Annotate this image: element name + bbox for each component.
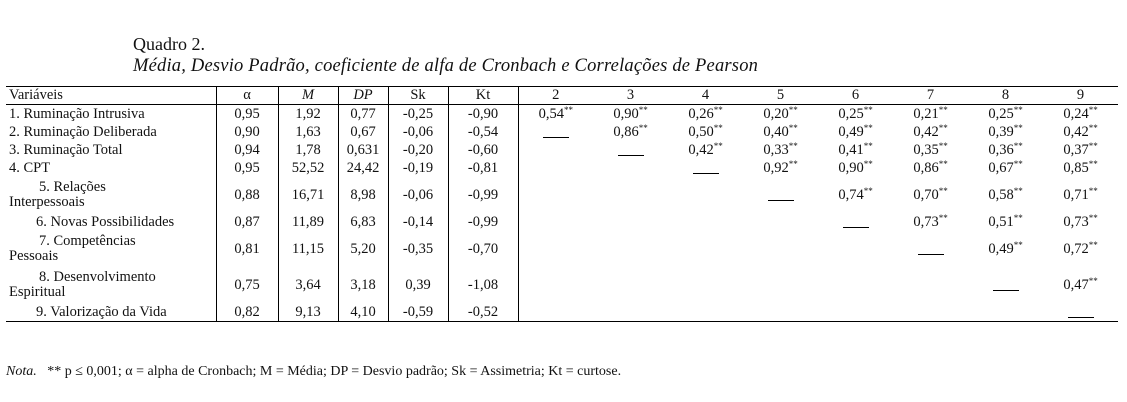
variable-name: 2. Ruminação Deliberada xyxy=(9,123,157,140)
significance-mark: ** xyxy=(863,104,873,115)
significance-mark: ** xyxy=(1088,212,1098,223)
correlation-number: 0,49 xyxy=(988,240,1014,257)
diagonal-dash xyxy=(668,159,743,177)
table-row xyxy=(6,213,1118,231)
stat-sd: 0,67 xyxy=(338,123,388,141)
variable-name: 1. Ruminação Intrusiva xyxy=(9,105,145,122)
significance-mark: ** xyxy=(863,140,873,151)
correlation-value xyxy=(968,213,1043,231)
correlation-number: 0,74 xyxy=(838,186,864,203)
header-corr-6: 6 xyxy=(818,87,893,105)
correlation-number: 0,90 xyxy=(838,159,864,176)
variable-name-line2: Pessoais xyxy=(9,248,59,264)
correlation-number: 0,24 xyxy=(1063,105,1089,122)
correlation-value xyxy=(668,105,743,124)
stat-sk: -0,20 xyxy=(388,141,448,159)
variable-name: 4. CPT xyxy=(9,159,51,176)
empty-cell xyxy=(743,303,818,322)
diagonal-dash xyxy=(893,231,968,267)
stat-alpha: 0,90 xyxy=(216,123,278,141)
diagonal-line xyxy=(618,143,644,156)
significance-mark: ** xyxy=(938,212,948,223)
correlation-value xyxy=(1043,267,1118,303)
significance-mark: ** xyxy=(563,104,573,115)
significance-mark: ** xyxy=(938,122,948,133)
correlation-value xyxy=(668,123,743,141)
stat-kt: -0,90 xyxy=(448,105,518,124)
stat-alpha: 0,94 xyxy=(216,141,278,159)
diagonal-line xyxy=(843,215,869,228)
stat-sk: -0,59 xyxy=(388,303,448,322)
stat-mean: 3,64 xyxy=(278,267,338,303)
correlation-number: 0,47 xyxy=(1063,276,1089,293)
table-caption xyxy=(133,33,758,77)
correlation-value xyxy=(893,159,968,177)
diagonal-line xyxy=(543,125,569,138)
significance-mark: ** xyxy=(938,158,948,169)
diagonal-dash xyxy=(593,141,668,159)
significance-mark: ** xyxy=(638,104,648,115)
correlation-value xyxy=(668,141,743,159)
variable-name-line1: 8. Desenvolvimento xyxy=(39,269,156,285)
empty-cell xyxy=(893,267,968,303)
diagonal-dash xyxy=(1043,303,1118,322)
empty-cell xyxy=(593,303,668,322)
header-corr-7: 7 xyxy=(893,87,968,105)
significance-mark: ** xyxy=(788,122,798,133)
significance-mark: ** xyxy=(638,122,648,133)
stat-mean: 11,89 xyxy=(278,213,338,231)
significance-mark: ** xyxy=(1013,185,1023,196)
significance-mark: ** xyxy=(788,104,798,115)
correlation-value xyxy=(968,105,1043,124)
correlation-number: 0,26 xyxy=(688,105,714,122)
correlation-value xyxy=(743,159,818,177)
significance-mark: ** xyxy=(713,122,723,133)
correlation-value xyxy=(968,159,1043,177)
stat-sk: -0,06 xyxy=(388,177,448,213)
significance-mark: ** xyxy=(863,185,873,196)
significance-mark: ** xyxy=(1088,158,1098,169)
stat-sd: 8,98 xyxy=(338,177,388,213)
significance-mark: ** xyxy=(863,158,873,169)
empty-cell xyxy=(743,231,818,267)
empty-cell xyxy=(668,267,743,303)
header-corr-3: 3 xyxy=(593,87,668,105)
significance-mark: ** xyxy=(713,140,723,151)
correlation-number: 0,70 xyxy=(913,186,939,203)
variable-name: 6. Novas Possibilidades xyxy=(36,213,175,230)
significance-mark: ** xyxy=(1013,212,1023,223)
header-corr-9: 9 xyxy=(1043,87,1118,105)
empty-cell xyxy=(668,303,743,322)
header-corr-5: 5 xyxy=(743,87,818,105)
stat-sd: 3,18 xyxy=(338,267,388,303)
correlation-value xyxy=(968,231,1043,267)
stat-mean: 9,13 xyxy=(278,303,338,322)
significance-mark: ** xyxy=(1013,122,1023,133)
empty-cell xyxy=(593,231,668,267)
table-row xyxy=(6,159,1118,177)
correlation-number: 0,67 xyxy=(988,159,1014,176)
header-alpha: α xyxy=(216,87,278,105)
correlation-value xyxy=(1043,123,1118,141)
stat-sk: 0,39 xyxy=(388,267,448,303)
correlation-number: 0,86 xyxy=(913,159,939,176)
empty-cell xyxy=(818,267,893,303)
variable-name xyxy=(6,231,216,267)
correlation-value xyxy=(1043,231,1118,267)
correlation-number: 0,90 xyxy=(613,105,639,122)
empty-cell xyxy=(743,267,818,303)
table-row xyxy=(6,231,1118,267)
empty-cell xyxy=(818,231,893,267)
correlation-number: 0,40 xyxy=(763,123,789,140)
correlation-number: 0,58 xyxy=(988,186,1014,203)
empty-cell xyxy=(518,177,593,213)
correlation-value xyxy=(968,177,1043,213)
correlation-value xyxy=(893,177,968,213)
correlation-value xyxy=(1043,159,1118,177)
stat-sd: 5,20 xyxy=(338,231,388,267)
stat-alpha: 0,75 xyxy=(216,267,278,303)
stat-sk: -0,06 xyxy=(388,123,448,141)
significance-mark: ** xyxy=(713,104,723,115)
table-row xyxy=(6,303,1118,322)
correlation-number: 0,71 xyxy=(1063,186,1089,203)
table-row xyxy=(6,141,1118,159)
empty-cell xyxy=(968,303,1043,322)
correlation-number: 0,25 xyxy=(988,105,1014,122)
correlation-value xyxy=(593,105,668,124)
stat-mean: 1,63 xyxy=(278,123,338,141)
correlation-number: 0,39 xyxy=(988,123,1014,140)
correlation-value xyxy=(818,141,893,159)
stat-kt: -0,99 xyxy=(448,177,518,213)
stat-kt: -1,08 xyxy=(448,267,518,303)
stat-mean: 52,52 xyxy=(278,159,338,177)
correlation-value xyxy=(1043,213,1118,231)
stat-sd: 0,631 xyxy=(338,141,388,159)
significance-mark: ** xyxy=(1013,104,1023,115)
correlation-value xyxy=(968,141,1043,159)
diagonal-dash xyxy=(743,177,818,213)
significance-mark: ** xyxy=(1088,104,1098,115)
correlation-number: 0,35 xyxy=(913,141,939,158)
correlation-number: 0,42 xyxy=(688,141,714,158)
significance-mark: ** xyxy=(788,158,798,169)
stat-alpha: 0,82 xyxy=(216,303,278,322)
correlation-value xyxy=(893,123,968,141)
stat-mean: 16,71 xyxy=(278,177,338,213)
stat-sk: -0,19 xyxy=(388,159,448,177)
correlation-value xyxy=(818,159,893,177)
correlation-value xyxy=(968,123,1043,141)
significance-mark: ** xyxy=(938,185,948,196)
correlation-number: 0,21 xyxy=(913,105,939,122)
empty-cell xyxy=(518,303,593,322)
stat-kt: -0,99 xyxy=(448,213,518,231)
empty-cell xyxy=(518,141,593,159)
correlation-number: 0,73 xyxy=(1063,213,1089,230)
stat-sd: 6,83 xyxy=(338,213,388,231)
significance-mark: ** xyxy=(938,140,948,151)
diagonal-line xyxy=(918,242,944,255)
correlation-number: 0,86 xyxy=(613,123,639,140)
header-corr-8: 8 xyxy=(968,87,1043,105)
stat-kt: -0,52 xyxy=(448,303,518,322)
correlation-value xyxy=(893,213,968,231)
empty-cell xyxy=(668,177,743,213)
correlation-value xyxy=(893,141,968,159)
empty-cell xyxy=(668,231,743,267)
stat-alpha: 0,95 xyxy=(216,159,278,177)
correlation-value xyxy=(518,105,593,124)
header-kurt: Kt xyxy=(448,87,518,105)
correlation-number: 0,73 xyxy=(913,213,939,230)
diagonal-line xyxy=(993,278,1019,291)
stat-sk: -0,35 xyxy=(388,231,448,267)
stat-alpha: 0,81 xyxy=(216,231,278,267)
variable-name: 9. Valorização da Vida xyxy=(6,303,216,322)
header-variables: Variáveis xyxy=(6,87,216,105)
empty-cell xyxy=(668,213,743,231)
empty-cell xyxy=(743,213,818,231)
header-corr-2: 2 xyxy=(518,87,593,105)
empty-cell xyxy=(518,267,593,303)
table-note xyxy=(6,364,621,380)
table-row xyxy=(6,177,1118,213)
correlation-number: 0,42 xyxy=(1063,123,1089,140)
table-body xyxy=(6,105,1118,322)
significance-mark: ** xyxy=(1013,158,1023,169)
stat-alpha: 0,88 xyxy=(216,177,278,213)
correlation-number: 0,33 xyxy=(763,141,789,158)
significance-mark: ** xyxy=(1013,140,1023,151)
stat-sk: -0,25 xyxy=(388,105,448,124)
empty-cell xyxy=(893,303,968,322)
stat-mean: 1,92 xyxy=(278,105,338,124)
variable-name xyxy=(6,177,216,213)
significance-mark: ** xyxy=(1013,239,1023,250)
header-skew: Sk xyxy=(388,87,448,105)
correlation-number: 0,42 xyxy=(913,123,939,140)
correlation-value xyxy=(893,105,968,124)
note-text: ** p ≤ 0,001; α = alpha de Cronbach; M = Média; DP = Desvio padrão; Sk = Assimetria; Kt = curtose. xyxy=(47,364,622,379)
diagonal-line xyxy=(693,161,719,174)
correlation-number: 0,25 xyxy=(838,105,864,122)
stat-mean: 1,78 xyxy=(278,141,338,159)
header-sd: DP xyxy=(338,87,388,105)
table-row xyxy=(6,123,1118,141)
stat-kt: -0,54 xyxy=(448,123,518,141)
correlation-value xyxy=(818,105,893,124)
stat-alpha: 0,87 xyxy=(216,213,278,231)
correlation-value xyxy=(593,123,668,141)
variable-name xyxy=(6,267,216,303)
statistics-table xyxy=(6,86,1118,322)
header-corr-4: 4 xyxy=(668,87,743,105)
stat-mean: 11,15 xyxy=(278,231,338,267)
significance-mark: ** xyxy=(938,104,948,115)
correlation-value xyxy=(1043,105,1118,124)
stat-kt: -0,60 xyxy=(448,141,518,159)
stat-sd: 0,77 xyxy=(338,105,388,124)
diagonal-line xyxy=(768,188,794,201)
diagonal-dash xyxy=(968,267,1043,303)
correlation-value xyxy=(818,123,893,141)
empty-cell xyxy=(518,213,593,231)
diagonal-dash xyxy=(818,213,893,231)
stat-kt: -0,70 xyxy=(448,231,518,267)
correlation-number: 0,49 xyxy=(838,123,864,140)
table-title: Média, Desvio Padrão, coeficiente de alfa de Cronbach e Correlações de Pearson xyxy=(133,56,759,76)
correlation-number: 0,85 xyxy=(1063,159,1089,176)
empty-cell xyxy=(818,303,893,322)
diagonal-dash xyxy=(518,123,593,141)
variable-name: 3. Ruminação Total xyxy=(9,141,123,158)
correlation-value xyxy=(743,141,818,159)
significance-mark: ** xyxy=(1088,275,1098,286)
empty-cell xyxy=(593,177,668,213)
correlation-number: 0,54 xyxy=(538,105,564,122)
correlation-value xyxy=(743,105,818,124)
correlation-number: 0,36 xyxy=(988,141,1014,158)
stat-kt: -0,81 xyxy=(448,159,518,177)
correlation-number: 0,20 xyxy=(763,105,789,122)
significance-mark: ** xyxy=(1088,140,1098,151)
header-mean: M xyxy=(278,87,338,105)
correlation-number: 0,92 xyxy=(763,159,789,176)
empty-cell xyxy=(518,159,593,177)
significance-mark: ** xyxy=(1088,122,1098,133)
significance-mark: ** xyxy=(863,122,873,133)
significance-mark: ** xyxy=(1088,239,1098,250)
stat-sd: 4,10 xyxy=(338,303,388,322)
variable-name-line1: 7. Competências xyxy=(39,233,136,249)
variable-name-line2: Espiritual xyxy=(9,284,66,300)
significance-mark: ** xyxy=(788,140,798,151)
correlation-value xyxy=(1043,141,1118,159)
correlation-value xyxy=(743,123,818,141)
variable-name-line2: Interpessoais xyxy=(9,194,85,210)
empty-cell xyxy=(518,231,593,267)
correlation-number: 0,51 xyxy=(988,213,1014,230)
table-row xyxy=(6,105,1118,124)
variable-name-line1: 5. Relações xyxy=(39,179,106,195)
empty-cell xyxy=(593,267,668,303)
header-row xyxy=(6,87,1118,105)
correlation-number: 0,41 xyxy=(838,141,864,158)
diagonal-line xyxy=(1068,305,1094,318)
correlation-number: 0,37 xyxy=(1063,141,1089,158)
table-label: Quadro 2. xyxy=(133,34,205,54)
empty-cell xyxy=(593,213,668,231)
correlation-number: 0,50 xyxy=(688,123,714,140)
table-row xyxy=(6,267,1118,303)
significance-mark: ** xyxy=(1088,185,1098,196)
correlation-number: 0,72 xyxy=(1063,240,1089,257)
correlation-value xyxy=(818,177,893,213)
stat-alpha: 0,95 xyxy=(216,105,278,124)
stat-sk: -0,14 xyxy=(388,213,448,231)
empty-cell xyxy=(593,159,668,177)
note-label: Nota. xyxy=(6,364,37,379)
stat-sd: 24,42 xyxy=(338,159,388,177)
correlation-value xyxy=(1043,177,1118,213)
